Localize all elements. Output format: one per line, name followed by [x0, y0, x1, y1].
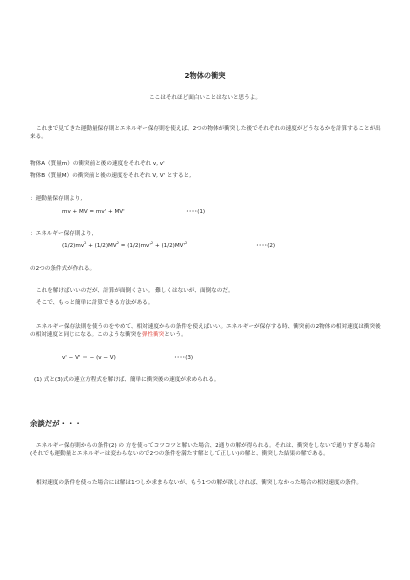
object-b-line: 物体B（質量M）の衝突前と後の速度をそれぞれ V, V' とすると, [30, 173, 191, 179]
page-subtitle: ここはそれほど面白いことはないと思うよ。 [149, 95, 261, 101]
paragraph-4: (1) 式と(3)式の連立方程式を解けば、簡単に衝突後の速度が求められる。 [34, 377, 220, 383]
energy-label: ：エネルギー保存則より, [30, 231, 94, 237]
paragraph-3: エネルギー保存法則を使うのをやめて、相対速度からの条件を使えばいい。エネルギーが保存する時、衝突前の2物体の相対速度は衝突後の相対速度と同じになる。このような衝突を弾性衝突という。 [30, 324, 381, 338]
conditions-line: の2つの条件式が作れる。 [30, 266, 96, 272]
section-heading: 余談だが・・・ [30, 419, 82, 428]
aside-paragraph-1: エネルギー保存則からの条件(2) の 方を使ってコツコツと解いた場合、2通りの解が得られる。それは、衝突をしないで通りすぎる場合(それでも運動量とエネルギーは変わらないので2つの条件を満たす解として正しい)の解と、衝突した結果の解である。 [30, 443, 376, 457]
equation-2: $(1/2)mv^2 + (1/2)MV^2 = (1/2)mv'^2 + (1/2)MV'^2$ [62, 241, 188, 249]
equation-1: mv + MV = mv' + MV' [62, 209, 125, 215]
intro-paragraph: これまで見てきた運動量保存則とエネルギー保存則を使えば、2つの物体が衝突した後でそれぞれの速度がどうなるかを計算することが出来る。 [30, 126, 381, 140]
equation-3-tag: ････(3) [174, 355, 194, 361]
paragraph-1: これを解けばいいのだが、計算が面倒くさい。 難しくはないが、面倒なのだ。 [36, 288, 234, 294]
momentum-label: ：運動量保存則より, [30, 196, 83, 202]
object-a-line: 物体A（質量m）の衝突前と後の速度をそれぞれ v, v' [30, 161, 165, 167]
aside-paragraph-2: 相対速度の条件を使った場合には解は1つしか求まらないが、もう1つの解が欲しければ、衝突しなかった場合の相対速度の条件。 [36, 480, 362, 486]
page-title: 2物体の衝突 [184, 71, 226, 80]
paragraph-2: そこで、もっと簡単に計算できる方法がある。 [36, 300, 154, 306]
elastic-collision-term: 弾性衝突 [141, 331, 165, 338]
equation-1-tag: ････(1) [186, 209, 206, 215]
equation-3: v' − V' ＝ − (v − V) [62, 355, 116, 361]
equation-2-tag: ････(2) [256, 243, 276, 249]
